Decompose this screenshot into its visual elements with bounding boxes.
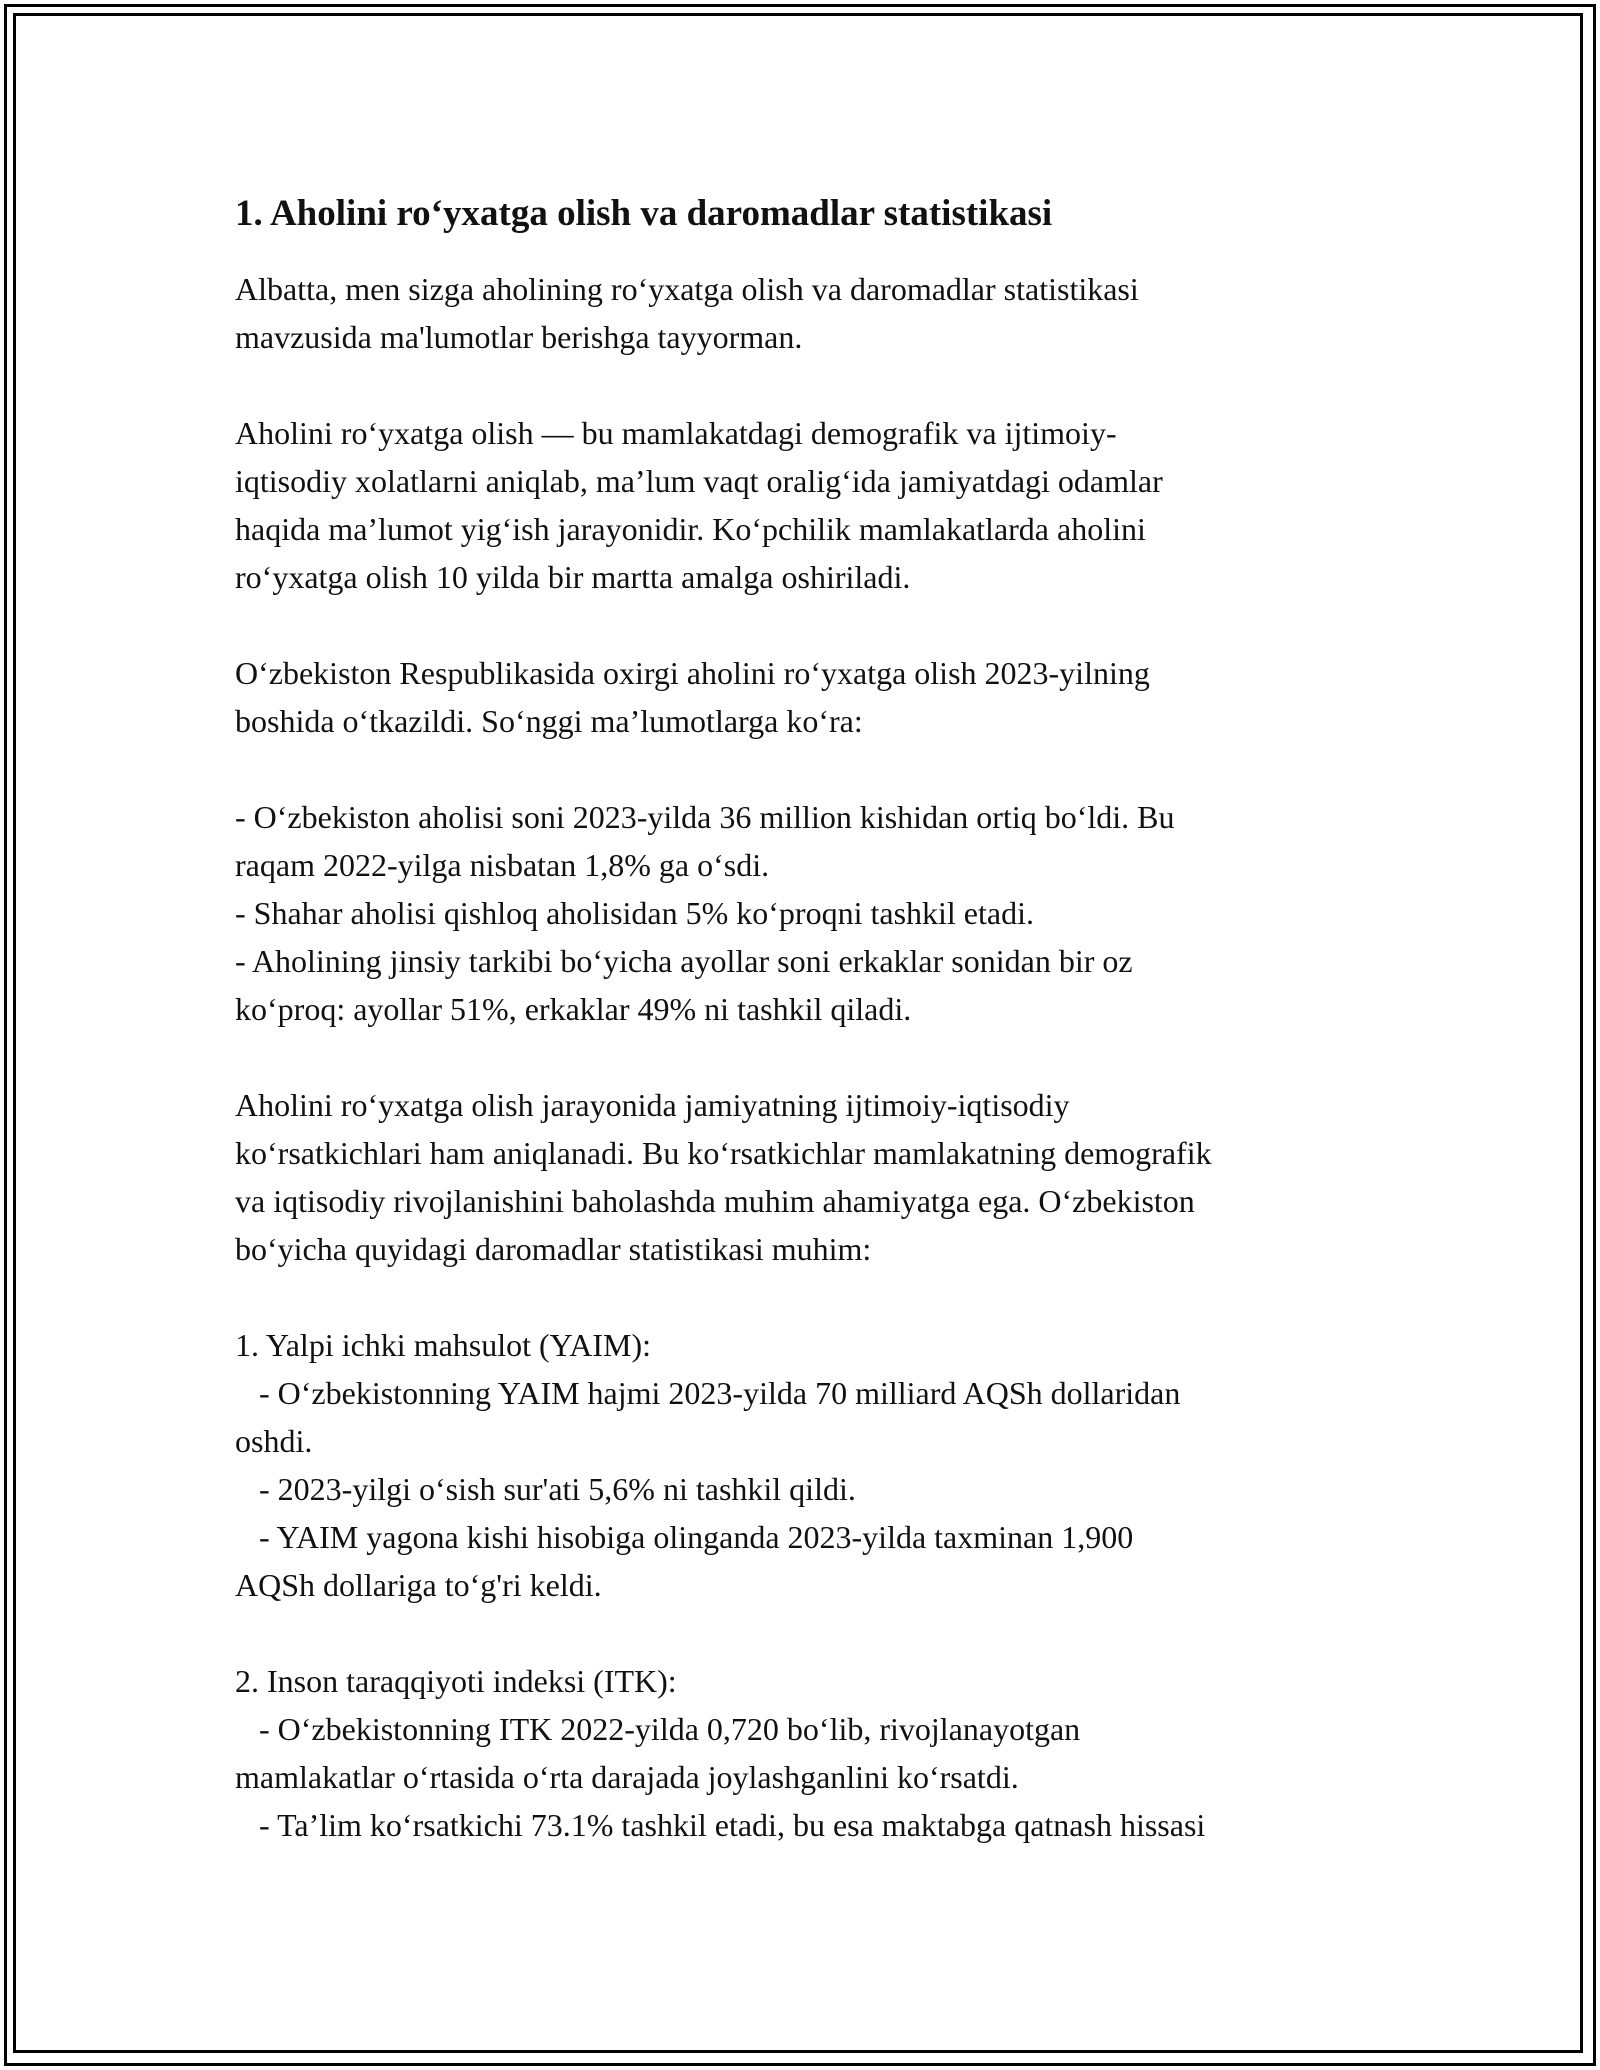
list-item: - Aholining jinsiy tarkibi bo‘yicha ayollar soni erkaklar sonidan bir oz [235, 943, 1133, 979]
list-item: - Shahar aholisi qishloq aholisidan 5% ko‘proqni tashkil etadi. [235, 895, 1034, 931]
section-heading: 1. Aholini ro‘yxatga olish va daromadlar statistikasi [235, 193, 1053, 234]
list-item: oshdi. [235, 1423, 313, 1459]
list-item: ko‘proq: ayollar 51%, erkaklar 49% ni tashkil qiladi. [235, 991, 912, 1027]
hdi-section [235, 1657, 1370, 1849]
text-line: ro‘yxatga olish 10 yilda bir martta amalga oshiriladi. [235, 559, 911, 595]
text-line: haqida ma’lumot yig‘ish jarayonidir. Ko‘pchilik mamlakatlarda aholini [235, 511, 1146, 547]
text-line: boshida o‘tkazildi. So‘nggi ma’lumotlarga ko‘ra: [235, 703, 863, 739]
text-line: O‘zbekiston Respublikasida oxirgi aholini ro‘yxatga olish 2023-yilning [235, 655, 1150, 691]
list-item: AQSh dollariga to‘g'ri keldi. [235, 1567, 602, 1603]
list-item: 2. Inson taraqqiyoti indeksi (ITK): [235, 1663, 677, 1699]
list-item: 1. Yalpi ichki mahsulot (YAIM): [235, 1327, 651, 1363]
text-line: va iqtisodiy rivojlanishini baholashda muhim ahamiyatga ega. O‘zbekiston [235, 1183, 1195, 1219]
paragraph-socioeconomic [235, 1081, 1370, 1273]
paragraph-census-definition [235, 409, 1370, 601]
text-line: mavzusida ma'lumotlar berishga tayyorman. [235, 319, 803, 355]
list-item: raqam 2022-yilga nisbatan 1,8% ga o‘sdi. [235, 847, 770, 883]
document-body [235, 185, 1370, 1897]
population-facts-list [235, 793, 1370, 1033]
paragraph-intro [235, 265, 1370, 361]
list-item: - 2023-yilgi o‘sish sur'ati 5,6% ni tashkil qildi. [235, 1471, 856, 1507]
list-item: - YAIM yagona kishi hisobiga olinganda 2023-yilda taxminan 1,900 [235, 1519, 1134, 1555]
list-item: - O‘zbekiston aholisi soni 2023-yilda 36 million kishidan ortiq bo‘ldi. Bu [235, 799, 1175, 835]
gdp-section [235, 1321, 1370, 1609]
text-line: Aholini ro‘yxatga olish — bu mamlakatdagi demografik va ijtimoiy- [235, 415, 1117, 451]
text-line: Aholini ro‘yxatga olish jarayonida jamiyatning ijtimoiy-iqtisodiy [235, 1087, 1070, 1123]
list-item: - Ta’lim ko‘rsatkichi 73.1% tashkil etadi, bu esa maktabga qatnash hissasi [235, 1807, 1206, 1843]
text-line: iqtisodiy xolatlarni aniqlab, ma’lum vaqt oralig‘ida jamiyatdagi odamlar [235, 463, 1163, 499]
text-line: Albatta, men sizga aholining ro‘yxatga olish va daromadlar statistikasi [235, 271, 1139, 307]
list-item: - O‘zbekistonning YAIM hajmi 2023-yilda 70 milliard AQSh dollaridan [235, 1375, 1181, 1411]
list-item: - O‘zbekistonning ITK 2022-yilda 0,720 bo‘lib, rivojlanayotgan [235, 1711, 1081, 1747]
paragraph-uzbekistan-census [235, 649, 1370, 745]
text-line: bo‘yicha quyidagi daromadlar statistikasi muhim: [235, 1231, 872, 1267]
list-item: mamlakatlar o‘rtasida o‘rta darajada joylashganlini ko‘rsatdi. [235, 1759, 1019, 1795]
text-line: ko‘rsatkichlari ham aniqlanadi. Bu ko‘rsatkichlar mamlakatning demografik [235, 1135, 1212, 1171]
